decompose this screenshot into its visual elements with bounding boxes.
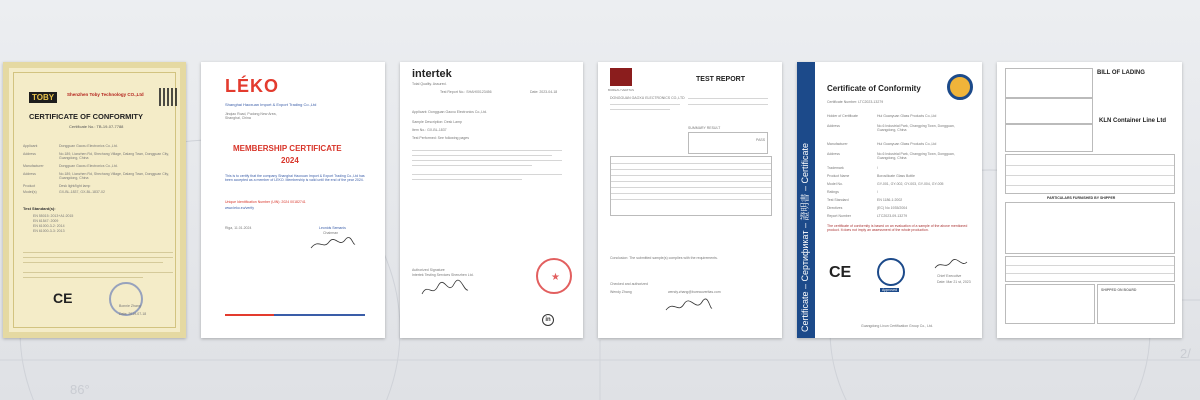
charges-table [1005, 256, 1175, 282]
cert-number: Certificate Number: LTC2023-13279 [827, 100, 884, 104]
result-table [688, 132, 768, 154]
field-key: Applicant [23, 144, 38, 148]
bg-angle-label: 86° [70, 382, 90, 397]
bill-of-lading[interactable] [997, 62, 1182, 338]
issuer: Guangdong Lixun Certification Group Co., Ltd. [861, 324, 933, 328]
company: Shanghai Haoxuan Import & Export Trading Co.,Ltd [225, 102, 317, 107]
field-value: Borosilicate Glass Bottle [877, 174, 915, 178]
standard-item: EN 55015: 2013+A1:2015 [33, 214, 74, 218]
signature [664, 298, 714, 316]
signer-title: Chief Executive [937, 274, 962, 278]
field-key: Model(s) [23, 190, 37, 194]
field-value: GX-BL-1837, GX-BL-1837-02 [59, 190, 105, 194]
standards-label: Test Standard(s): [23, 206, 56, 211]
field-key: Product Name [827, 174, 850, 178]
field-value: Hui Guanyuan Glass Products Co.,Ltd [877, 114, 937, 118]
field-value: No.189, Lianzhen Rd, Shechang Village, Dalang Town, Dongguan City, Guangdong, China [59, 152, 169, 160]
vessel-table [1005, 154, 1175, 194]
bol-title: BILL OF LADING [1097, 70, 1145, 76]
red-seal-stamp: ★ [536, 258, 572, 294]
field-value: LTC2023-09-13279 [877, 214, 908, 218]
statement: The certificate of conformity is based on an evaluation of a sample of the above mentioned product. It does not imply an assessment of the whole production. [827, 224, 968, 232]
field-value: GY-001, GY-002, GY-003, GY-004, GY-005 [877, 182, 944, 186]
lixun-logo [947, 74, 973, 100]
field-key: Product [23, 184, 36, 188]
certificate-toby[interactable] [3, 62, 186, 338]
bv-logo-text: BUREAU VERITAS [608, 88, 634, 92]
place-date: Riga, 11.01.2024 [225, 226, 252, 230]
field-value: EN 1186-1:2002 [877, 198, 903, 202]
cert-title: CERTIFICATE OF CONFORMITY [29, 112, 144, 121]
company: Intertek Testing Services Shenzhen Ltd. [412, 273, 474, 277]
approved-seal [877, 258, 905, 286]
kln-logo: KLN Container Line Ltd [1099, 118, 1166, 124]
uin: Unique Identification Number (UIN): 2024 00182741 [225, 200, 306, 204]
field-key: Holder of Certificate [827, 114, 858, 118]
field-key: Address [827, 124, 840, 128]
cargo-table [1005, 202, 1175, 254]
field-key: Manufacturer [23, 164, 44, 168]
spec-table [610, 156, 772, 216]
signer-name: Leonids Semanis [319, 226, 346, 230]
field-key: Ratings [827, 190, 839, 194]
signature [933, 258, 973, 272]
bg-fraction-label: 2/ [1180, 346, 1191, 361]
field-key: Address [827, 152, 840, 156]
toby-logo: TOBY [29, 92, 57, 103]
field-key: Manufacturer [827, 142, 848, 146]
certificate-of-conformity-lixun[interactable] [797, 62, 982, 338]
standard-item: EN 61000-3-2: 2014 [33, 224, 65, 228]
toby-company: Shenzhen Toby Technology CO.,Ltd [67, 92, 144, 97]
field-value: No.189, Lianzhen Rd, Shechang Village, Dalang Town, Dongguan City, Guangdong, China [59, 172, 169, 180]
consignee-box [1005, 98, 1093, 124]
signer-title: Chairman [323, 231, 339, 235]
field-value: / [877, 190, 878, 194]
field-value: (EC) No 1935/2004 [877, 206, 908, 210]
notify-box [1005, 124, 1093, 152]
field-key: Trademark [827, 166, 844, 170]
coc-title: Certificate of Conformity [827, 84, 921, 93]
bureau-veritas-logo [610, 68, 632, 86]
ce-mark: CE [53, 290, 73, 306]
field-key: Report Number [827, 214, 851, 218]
qr-code [159, 88, 177, 106]
field-value: / [877, 166, 878, 170]
ce-mark: CE [829, 264, 852, 281]
standard-item: EN 61000-3-3: 2013 [33, 229, 65, 233]
membership-body: This is to certify that the company Shanghai Haoxuan Import & Export Trading Co.,Ltd has been accepted as a member of LEKO. Membership is valid until the end of the year 2024. [225, 174, 365, 182]
terms-box [1005, 284, 1095, 324]
line: Item No.: GX-BL-1837 [412, 128, 447, 132]
line: Test Performed: See following pages [412, 136, 470, 140]
signature [309, 236, 357, 252]
leko-logo: LÉKO [225, 76, 280, 96]
test-report-bureau-veritas[interactable] [598, 62, 782, 338]
cert-date: Date: 2019-07-18 [119, 312, 147, 316]
approved-label: Approved [882, 288, 897, 292]
field-key: Directives [827, 206, 843, 210]
company: DONGGUAN GAOXU ELECTRONICS CO.,LTD [610, 96, 685, 100]
intertek-logo: intertek [412, 68, 452, 80]
field-value: No.6 Industrial Park, Changping Town, Dongguan, Guangdong, China [877, 152, 955, 160]
accreditation-badge: in [542, 314, 554, 326]
field-value: Dongguan Gaoxu Electronics Co.,Ltd. [59, 144, 118, 148]
report-number: Test Report No.: SHAH00123456 [440, 90, 492, 94]
side-band-text: Certificate – Сертификат – 證明書 – Certificate [800, 142, 810, 332]
field-key: Test Standard [827, 198, 849, 202]
conclusion: Conclusion: The submitted sample(s) complies with the requirements. [610, 256, 718, 260]
particulars-header: PARTICULARS FURNISHED BY SHIPPER [1047, 196, 1116, 200]
cert-number: Certificate No.: TB-19-07-7788 [69, 124, 124, 129]
line: Sample Description: Desk Lamp [412, 120, 462, 124]
checked-label: Checked and authorized [610, 282, 648, 286]
intertek-tagline: Total Quality. Assured. [412, 82, 447, 86]
field-key: Address [23, 172, 36, 176]
footer-band [225, 314, 365, 316]
certificate-leko[interactable] [201, 62, 385, 338]
field-value: Hui Guanyuan Glass Products Co.,Ltd [877, 142, 937, 146]
side-band [797, 62, 815, 338]
shipped-on-board: SHIPPED ON BOARD [1101, 288, 1137, 292]
line: Applicant: Dongguan Gaoxu Electronics Co.,Ltd. [412, 110, 488, 114]
result-value: PASS [756, 138, 766, 142]
signature [420, 278, 470, 300]
address: Jinqiao Road, Pudong New Area, Shanghai, China [225, 112, 277, 120]
field-value: No.6 Industrial Park, Changping Town, Dongguan, Guangdong, China [877, 124, 955, 132]
membership-year: 2024 [281, 156, 299, 165]
seal-stamp [109, 282, 143, 316]
shipper-box [1005, 68, 1093, 98]
field-value: Dongguan Gaoxu Electronics Co.,Ltd. [59, 164, 118, 168]
signer-email[interactable]: wendy.zhang@bureauveritas.com [668, 290, 721, 294]
signer: Bonnie Zhang [119, 304, 141, 308]
cert-date: Date: Mar 21 st, 2023 [937, 280, 971, 284]
membership-title: MEMBERSHIP CERTIFICATE [233, 144, 342, 153]
field-value: Desk light/light lamp [59, 184, 91, 188]
field-key: Address [23, 152, 36, 156]
certificate-intertek[interactable] [400, 62, 583, 338]
signer-name: Wendy Zhang [610, 290, 632, 294]
signature-label: Authorized Signature [412, 268, 445, 272]
field-key: Model No. [827, 182, 843, 186]
verify-link[interactable]: www.leko.eu/verify [225, 206, 254, 210]
standard-item: EN 61547: 2009 [33, 219, 59, 223]
report-date: Date: 2023-04-18 [530, 90, 558, 94]
summary-label: SUMMARY RESULT [688, 126, 721, 130]
report-title: TEST REPORT [696, 76, 746, 83]
